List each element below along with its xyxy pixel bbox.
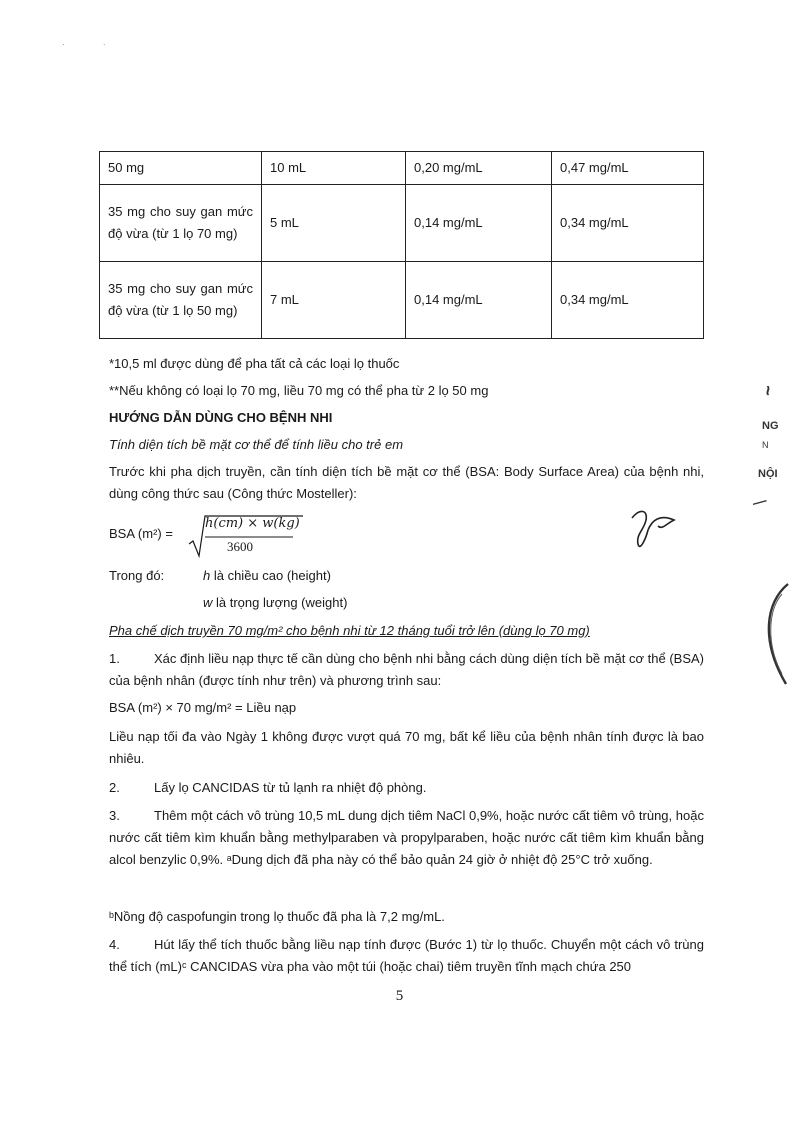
step-3 <box>109 805 704 871</box>
where-weight <box>203 592 347 614</box>
stamp-text: N <box>762 440 769 450</box>
formula-numerator: h(cm) × w(kg) <box>205 516 300 531</box>
stamp-fragment <box>742 380 792 690</box>
table-cell: 0,47 mg/mL <box>552 152 704 185</box>
table-row <box>100 185 704 262</box>
table-cell: 10 mL <box>262 152 406 185</box>
step-number: 3. <box>109 808 120 823</box>
table-cell: 0,34 mg/mL <box>552 185 704 262</box>
signature-mark <box>622 500 692 560</box>
dilution-table <box>99 151 704 339</box>
step-text: Lấy lọ CANCIDAS từ tủ lạnh ra nhiệt độ phòng. <box>154 780 427 795</box>
section-heading: HƯỚNG DẪN DÙNG CHO BỆNH NHI <box>109 410 333 425</box>
step-text: Thêm một cách vô trùng 10,5 mL dung dịch tiêm NaCl 0,9%, hoặc nước cất tiêm vô trùng, hoặc nước cất tiêm kìm khuẩn bằng methylparaben và propylparaben, hoặc nước cất tiêm kìm khuẩn bằng alcol benzylic 0,9%. ᵃDung dịch đã pha này có thể bảo quản 24 giờ ở nhiệt độ 25°C trở xuống. <box>109 808 704 867</box>
scan-specks: · · <box>62 40 124 49</box>
formula-label: BSA (m²) = <box>109 526 173 541</box>
where-label: Trong đó: <box>109 568 165 583</box>
stamp-glyph: ~ <box>757 385 778 396</box>
step-number: 2. <box>109 780 120 795</box>
table-row <box>100 152 704 185</box>
table-cell: 0,14 mg/mL <box>406 262 552 339</box>
step-1-note: Liều nạp tối đa vào Ngày 1 không được vượt quá 70 mg, bất kể liều của bệnh nhân tính được là bao nhiêu. <box>109 729 704 766</box>
var-w: w <box>203 595 213 610</box>
step-2 <box>109 777 704 799</box>
table-cell: 50 mg <box>100 152 262 185</box>
table-cell: 5 mL <box>262 185 406 262</box>
section-subheading: Tính diện tích bề mặt cơ thể để tính liều cho trẻ em <box>109 437 404 452</box>
table-cell: 7 mL <box>262 262 406 339</box>
height-desc: là chiều cao (height) <box>210 568 331 583</box>
stamp-text: NỘI <box>758 468 778 480</box>
where-height <box>203 565 331 587</box>
stamp-text: NG <box>762 420 779 432</box>
table-cell: 35 mg cho suy gan mức độ vừa (từ 1 lọ 50 mg) <box>100 262 262 339</box>
step-1 <box>109 648 704 692</box>
step-4 <box>109 934 704 978</box>
page-number: 5 <box>395 988 404 1004</box>
step-1-equation: BSA (m²) × 70 mg/m² = Liều nạp <box>109 700 297 715</box>
step-number: 1. <box>109 651 120 666</box>
note-vials: *10,5 ml được dùng để pha tất cả các loại lọ thuốc <box>109 356 400 371</box>
table-cell: 0,14 mg/mL <box>406 185 552 262</box>
stamp-arc <box>752 580 792 690</box>
table-row <box>100 262 704 339</box>
table-cell: 0,34 mg/mL <box>552 262 704 339</box>
step-text: Xác định liều nạp thực tế cần dùng cho bệnh nhi bằng cách dùng diện tích bề mặt cơ thể (BSA) của bệnh nhân (được tính như trên) và phương trình sau: <box>109 651 704 688</box>
prep-title: Pha chế dịch truyền 70 mg/m² cho bệnh nhi từ 12 tháng tuổi trở lên (dùng lọ 70 mg) <box>109 623 590 638</box>
intro-paragraph: Trước khi pha dịch truyền, cần tính diện tích bề mặt cơ thể (BSA: Body Surface Area) của bệnh nhi, dùng công thức sau (Công thức Mosteller): <box>109 464 704 501</box>
table-cell: 35 mg cho suy gan mức độ vừa (từ 1 lọ 70 mg) <box>100 185 262 262</box>
step-number: 4. <box>109 937 120 952</box>
var-h: h <box>203 568 211 583</box>
formula-denominator: 3600 <box>227 539 253 554</box>
step-text: Hút lấy thể tích thuốc bằng liều nạp tính được (Bước 1) từ lọ thuốc. Chuyển một cách vô trùng thể tích (mL)ᶜ CANCIDAS vừa pha vào một túi (hoặc chai) tiêm truyền tĩnh mạch chứa 250 <box>109 937 704 974</box>
note-70mg: **Nếu không có loại lọ 70 mg, liều 70 mg có thể pha từ 2 lọ 50 mg <box>109 383 489 398</box>
footnote-b: ᵇNồng độ caspofungin trong lọ thuốc đã pha là 7,2 mg/mL. <box>109 909 445 924</box>
weight-desc: là trọng lượng (weight) <box>212 595 348 610</box>
stamp-glyph: \ <box>749 499 770 506</box>
table-cell: 0,20 mg/mL <box>406 152 552 185</box>
